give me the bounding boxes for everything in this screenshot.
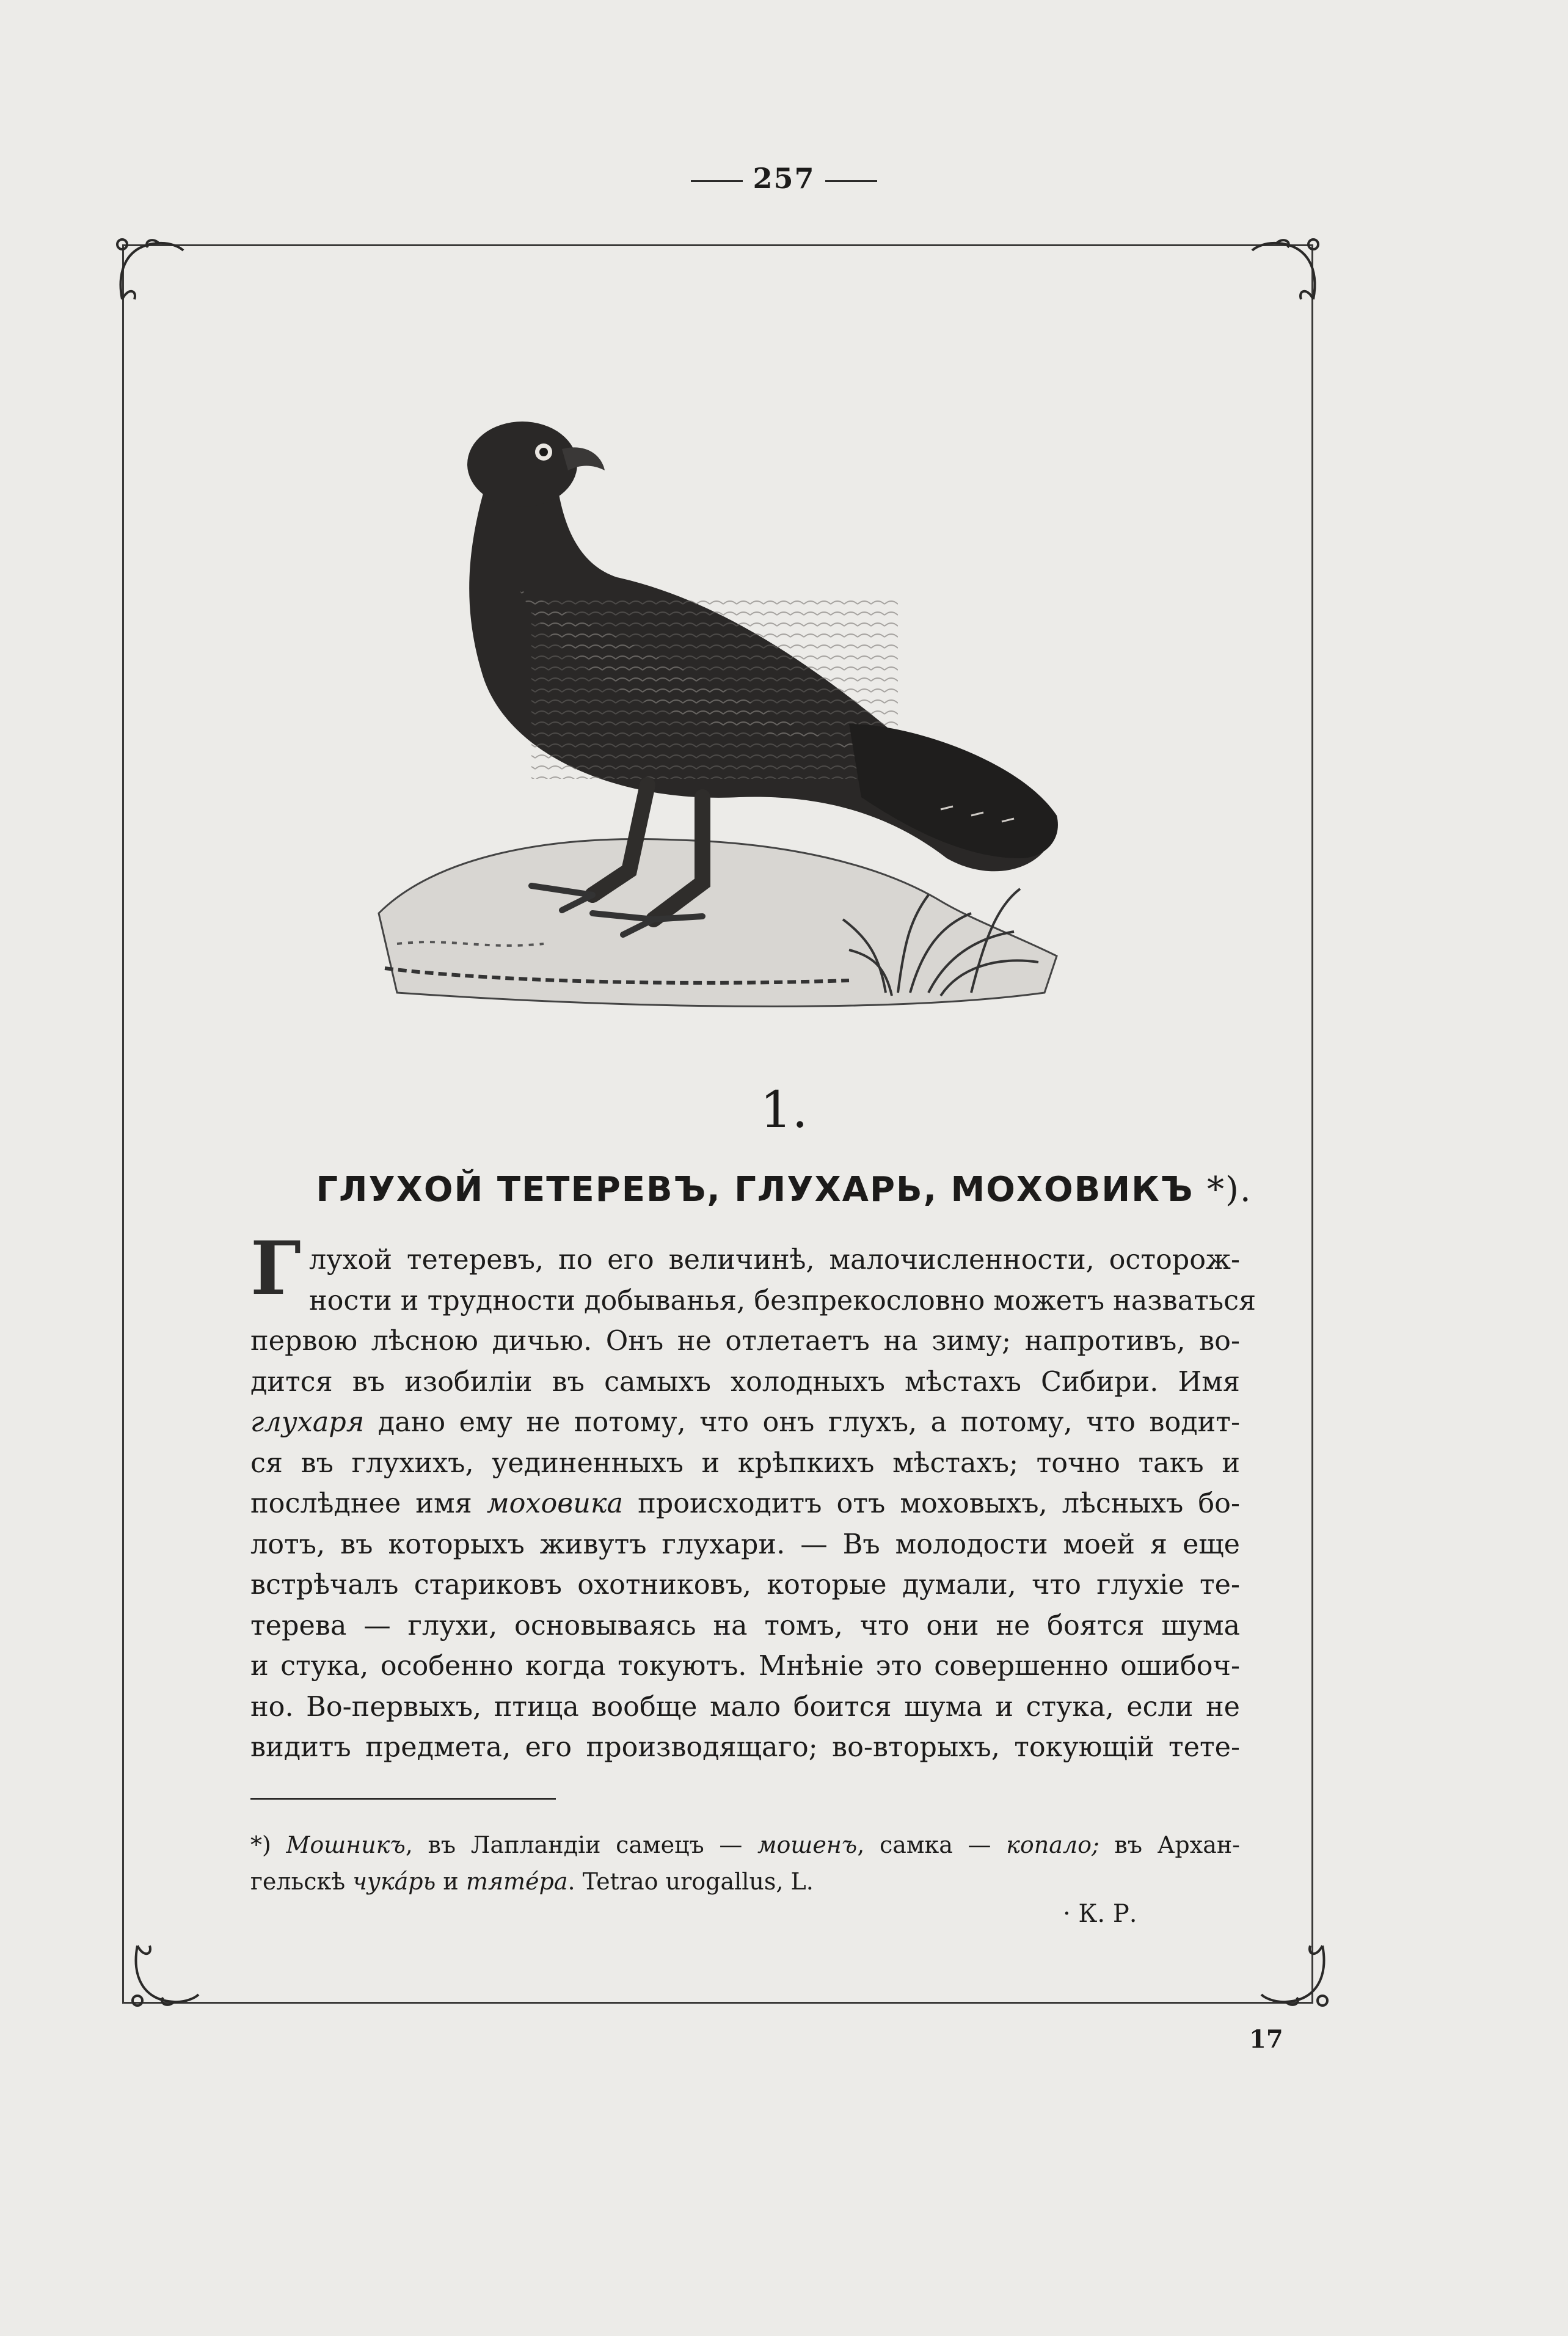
body-line: глухаря дано ему не потому, что онъ глухъ, а потому, что водит-: [250, 1407, 1240, 1438]
corner-ornament-top-left: [110, 232, 189, 312]
capercaillie-illustration: [360, 333, 1075, 1035]
footnote-line: гельскѣ чукáрь и тятéра. Tetrao urogallus, L.: [250, 1868, 814, 1895]
body-line: встрѣчалъ стариковъ охотниковъ, которые думали, что глухіе те-: [250, 1569, 1240, 1601]
capercaillie-engraving-icon: [360, 333, 1075, 1035]
body-line: ся въ глухихъ, уединенныхъ и крѣпкихъ мѣстахъ; точно такъ и: [250, 1447, 1240, 1479]
section-number: 1.: [760, 1081, 808, 1139]
bottom-page-number: 17: [1249, 2025, 1283, 2054]
title-text: ГЛУХОЙ ТЕТЕРЕВЪ, ГЛУХАРЬ, МОХОВИКЪ: [316, 1170, 1194, 1210]
body-line: но. Во-первыхъ, птица вообще мало боится шума и стука, если не: [250, 1691, 1240, 1723]
page-number: 257: [753, 162, 815, 195]
body-line: ности и трудности добыванья, безпрекословно можетъ назваться: [309, 1285, 1256, 1316]
body-line: видитъ предмета, его производящаго; во-вторыхъ, токующій тете-: [250, 1732, 1240, 1763]
body-text: [250, 1225, 1256, 1768]
corner-ornament-bottom-left: [125, 1933, 205, 2013]
top-page-number: [0, 162, 1568, 195]
body-line: первою лѣсною дичью. Онъ не отлетаетъ на зиму; напротивъ, во-: [250, 1326, 1240, 1357]
footnote-rule: [250, 1798, 556, 1800]
body-line: послѣднее имя моховика происходитъ отъ моховыхъ, лѣсныхъ бо-: [250, 1488, 1240, 1519]
dropcap: Г: [250, 1225, 301, 1312]
article-title: [0, 1170, 1568, 1210]
body-line: терева — глухи, основываясь на томъ, что они не боятся шума: [250, 1610, 1240, 1641]
body-line: дится въ изобиліи въ самыхъ холодныхъ мѣстахъ Сибири. Имя: [250, 1366, 1240, 1398]
body-line: лотъ, въ которыхъ живутъ глухари. — Въ молодости моей я еще: [250, 1528, 1240, 1560]
ornament-right: [825, 180, 877, 182]
footnote-signature: · К. Р.: [1063, 1900, 1137, 1928]
corner-ornament-top-right: [1246, 232, 1326, 312]
body-line: лухой тетеревъ, по его величинѣ, малочисленности, осторож-: [309, 1244, 1240, 1276]
ornament-left: [691, 180, 743, 182]
footnote: [250, 1827, 1240, 1900]
body-line: и стука, особенно когда токуютъ. Мнѣніе это совершенно ошибоч-: [250, 1651, 1240, 1682]
footnote-line: *) Мошникъ, въ Лапландіи самецъ — мошенъ, самка — копало; въ Архан-: [250, 1831, 1241, 1858]
corner-ornament-bottom-right: [1255, 1933, 1335, 2013]
title-footnote-ref: *).: [1207, 1170, 1252, 1210]
